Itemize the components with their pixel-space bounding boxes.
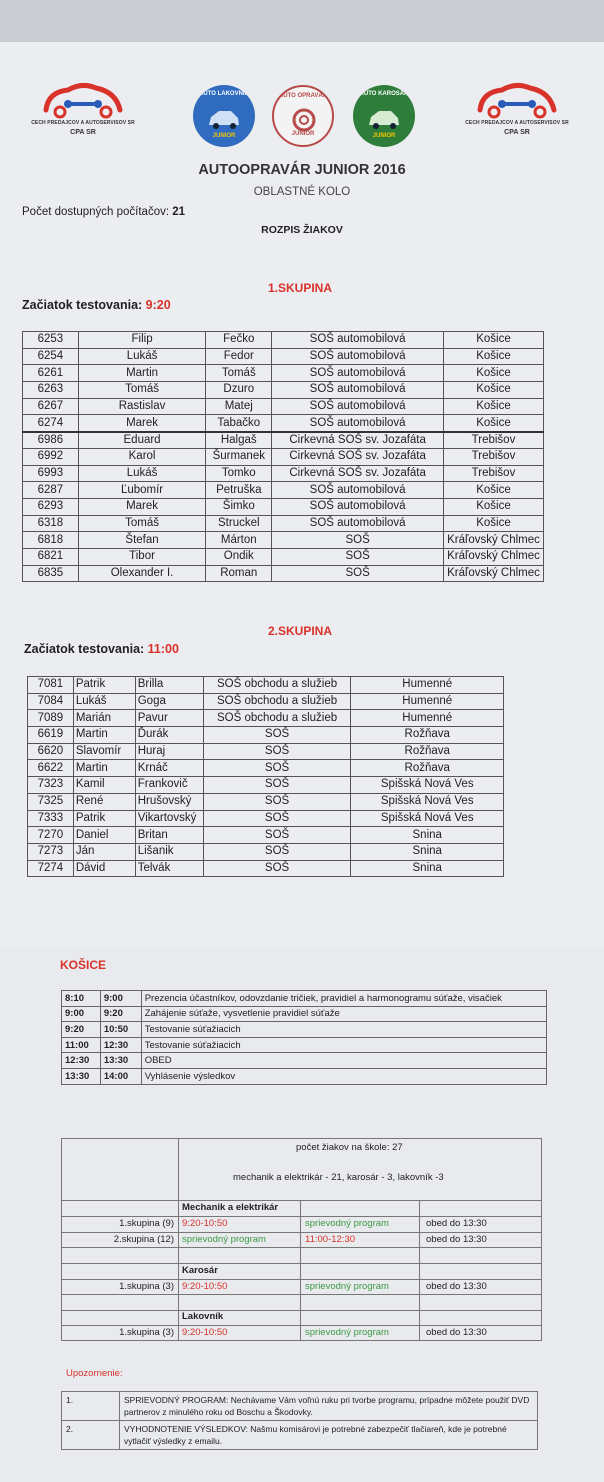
table-cell: 6821: [23, 548, 79, 565]
table-cell: SOŠ: [272, 532, 444, 549]
table-row: [28, 777, 504, 794]
table-cell: Martin: [73, 727, 135, 744]
table-cell: Košice: [443, 332, 543, 349]
table-row: [23, 448, 544, 465]
table-cell: Cirkevná SOŠ sv. Jozafáta: [272, 465, 444, 482]
table-cell: Filip: [78, 332, 206, 349]
table-cell: Kráľovský Chlmec: [443, 548, 543, 565]
table-cell: Zahájenie súťaže, vysvetlenie pravidiel súťaže: [141, 1006, 546, 1022]
table-cell: Frankovič: [135, 777, 203, 794]
table-cell: 6620: [28, 743, 74, 760]
table-row: [62, 1053, 547, 1069]
table-cell: Kráľovský Chlmec: [443, 565, 543, 582]
table-cell: Humenné: [351, 693, 504, 710]
table-cell: Spišská Nová Ves: [351, 793, 504, 810]
table-cell: Tomáš: [206, 365, 272, 382]
table-cell: SOŠ: [272, 548, 444, 565]
table-cell: SOŠ: [203, 760, 351, 777]
table-cell: SOŠ obchodu a služieb: [203, 693, 351, 710]
table-cell: Karol: [78, 448, 206, 465]
table-cell: 12:30: [62, 1053, 101, 1069]
table-cell: Trebišov: [443, 432, 543, 449]
table-cell: SOŠ obchodu a služieb: [203, 677, 351, 694]
group2-start: Začiatok testovania: 11:00: [24, 642, 179, 656]
cpa-logo-right: CECH PREDAJCOV A AUTOSERVISOV SR CPA SR: [462, 80, 572, 136]
table-cell: Rožňava: [351, 743, 504, 760]
table-cell: 9:20: [62, 1022, 101, 1038]
table-row: [62, 1068, 547, 1084]
section-karosar: Karosár: [182, 1265, 218, 1276]
table-row: [28, 710, 504, 727]
table-cell: Patrik: [73, 810, 135, 827]
table-cell: 7081: [28, 677, 74, 694]
table-cell: Daniel: [73, 827, 135, 844]
table-cell: Snina: [351, 843, 504, 860]
table-cell: Košice: [443, 498, 543, 515]
table-cell: Košice: [443, 515, 543, 532]
table-row: [23, 515, 544, 532]
table-cell: SOŠ: [203, 860, 351, 877]
table-cell: SOŠ automobilová: [272, 382, 444, 399]
table-cell: Eduard: [78, 432, 206, 449]
table-row: [28, 677, 504, 694]
table-cell: Snina: [351, 860, 504, 877]
auto-opravar-badge: AUTO OPRAVÁR JUNIOR: [272, 85, 334, 147]
table-cell: 14:00: [100, 1068, 141, 1084]
table-cell: 6992: [23, 448, 79, 465]
table-cell: Prezencia účastníkov, odovzdanie tričiek, pravidiel a harmonogramu súťaže, visačiek: [141, 991, 546, 1007]
cpa-logo-left: CECH PREDAJCOV A AUTOSERVISOV SR CPA SR: [28, 80, 138, 136]
table-row: [62, 1022, 547, 1038]
table-cell: 7323: [28, 777, 74, 794]
car-body-icon: [367, 107, 401, 129]
group1-table: [22, 331, 544, 582]
table-cell: 7270: [28, 827, 74, 844]
group1-title: 1.SKUPINA: [268, 281, 333, 295]
table-cell: Testovanie súťažiacich: [141, 1037, 546, 1053]
table-cell: SOŠ: [203, 827, 351, 844]
table-cell: SOŠ automobilová: [272, 365, 444, 382]
table-cell: SOŠ automobilová: [272, 332, 444, 349]
table-cell: SOŠ automobilová: [272, 348, 444, 365]
auto-karosar-badge: AUTO KAROSÁR JUNIOR: [353, 85, 415, 147]
table-cell: 6293: [23, 498, 79, 515]
table-row: [23, 482, 544, 499]
table-row: [23, 465, 544, 482]
table-cell: Ďurák: [135, 727, 203, 744]
table-cell: Dávid: [73, 860, 135, 877]
table-cell: Lukáš: [78, 348, 206, 365]
table-cell: Huraj: [135, 743, 203, 760]
table-cell: Vyhlásenie výsledkov: [141, 1068, 546, 1084]
table-row: [23, 415, 544, 432]
table-row: [62, 1037, 547, 1053]
table-row: [23, 432, 544, 449]
table-row: [23, 565, 544, 582]
students-breakdown: mechanik a elektrikár - 21, karosár - 3, lakovník -3: [233, 1172, 444, 1183]
table-row: [23, 498, 544, 515]
table-cell: Britan: [135, 827, 203, 844]
table-cell: 9:00: [62, 1006, 101, 1022]
table-cell: Matej: [206, 398, 272, 415]
table-cell: 7333: [28, 810, 74, 827]
table-cell: Lukáš: [78, 465, 206, 482]
table-cell: Testovanie súťažiacich: [141, 1022, 546, 1038]
table-cell: Marek: [78, 415, 206, 432]
table-cell: Kamil: [73, 777, 135, 794]
table-cell: Halgaš: [206, 432, 272, 449]
table-cell: Goga: [135, 693, 203, 710]
table-cell: Šimko: [206, 498, 272, 515]
table-cell: Krnáč: [135, 760, 203, 777]
page-title: AUTOOPRAVÁR JUNIOR 2016: [198, 162, 406, 178]
table-row: [23, 348, 544, 365]
group1-start: Začiatok testovania: 9:20: [22, 298, 171, 312]
table-cell: Rastislav: [78, 398, 206, 415]
table-cell: SOŠ: [203, 727, 351, 744]
kosice-title: KOŠICE: [60, 958, 107, 972]
table-cell: Lukáš: [73, 693, 135, 710]
students-count: počet žiakov na škole: 27: [296, 1142, 403, 1153]
table-cell: SOŠ obchodu a služieb: [203, 710, 351, 727]
table-cell: 7089: [28, 710, 74, 727]
table-row: [28, 743, 504, 760]
table-cell: Košice: [443, 482, 543, 499]
table-cell: 8:10: [62, 991, 101, 1007]
notes-table: [61, 1391, 538, 1450]
table-cell: Košice: [443, 415, 543, 432]
table-cell: 9:00: [100, 991, 141, 1007]
table-cell: Olexander I.: [78, 565, 206, 582]
table-cell: Cirkevná SOŠ sv. Jozafáta: [272, 432, 444, 449]
note-row: 1. SPRIEVODNÝ PROGRAM: Nechávame Vám voľnú ruku pri tvorbe programu, prípadne môžete použiť DVD partnerov z minulého roku od Boschu a Škodovky.: [62, 1392, 538, 1421]
table-cell: OBED: [141, 1053, 546, 1069]
table-row: [28, 693, 504, 710]
table-row: [28, 810, 504, 827]
table-cell: Šurmanek: [206, 448, 272, 465]
table-row: [28, 860, 504, 877]
table-cell: 6287: [23, 482, 79, 499]
table-cell: Petruška: [206, 482, 272, 499]
table-row: [28, 727, 504, 744]
table-cell: 6263: [23, 382, 79, 399]
table-cell: Košice: [443, 382, 543, 399]
table-cell: SOŠ: [272, 565, 444, 582]
table-cell: Martin: [78, 365, 206, 382]
table-cell: Tomko: [206, 465, 272, 482]
table-cell: 13:30: [62, 1068, 101, 1084]
table-cell: Trebišov: [443, 448, 543, 465]
table-cell: 12:30: [100, 1037, 141, 1053]
table-cell: Marek: [78, 498, 206, 515]
table-cell: Tabačko: [206, 415, 272, 432]
table-cell: Rožňava: [351, 727, 504, 744]
notes-title: Upozornenie:: [66, 1368, 123, 1379]
car-wrench-icon: [472, 80, 562, 120]
table-cell: Snina: [351, 827, 504, 844]
summary-table: počet žiakov na škole: 27 mechanik a elektrikár - 21, karosár - 3, lakovník -3 Mechanik a elektrikár 1.skupina (9) 9:20-10:50 sprievodný program obed do 13:30 2.skupina (12) sprievodný program 11:00-12:30 obed do 13:30 Karosár 1.skupina (3) 9:20-10:50 sprievodný program obed do 13:30 Lakovník 1.skupina (3) 9:20-10:50 sprievodný program obed do 13:30: [61, 1138, 542, 1341]
table-cell: Kráľovský Chlmec: [443, 532, 543, 549]
table-cell: 11:00: [62, 1037, 101, 1053]
table-row: [23, 548, 544, 565]
table-cell: Pavur: [135, 710, 203, 727]
table-cell: Ondik: [206, 548, 272, 565]
table-cell: 6253: [23, 332, 79, 349]
table-cell: Struckel: [206, 515, 272, 532]
table-cell: Košice: [443, 365, 543, 382]
car-icon: [207, 107, 241, 129]
table-cell: Trebišov: [443, 465, 543, 482]
table-cell: Tomáš: [78, 515, 206, 532]
table-cell: SOŠ: [203, 743, 351, 760]
table-cell: 6622: [28, 760, 74, 777]
table-cell: Roman: [206, 565, 272, 582]
note-row: 2. VYHODNOTENIE VÝSLEDKOV: Našmu komisárovi je potrebné zabezpečiť tlačiareň, kde je potrebné vytlačiť výsledky z emailu.: [62, 1421, 538, 1450]
table-row: [28, 843, 504, 860]
table-cell: Patrik: [73, 677, 135, 694]
table-cell: Lišanik: [135, 843, 203, 860]
table-cell: 6619: [28, 727, 74, 744]
kosice-timetable: [61, 990, 547, 1085]
wheel-icon: [286, 107, 322, 133]
table-row: [62, 1006, 547, 1022]
table-row: [28, 793, 504, 810]
auto-lakovnik-badge: AUTO LAKOVNÍK JUNIOR: [193, 85, 255, 147]
table-row: [23, 532, 544, 549]
table-cell: René: [73, 793, 135, 810]
table-cell: 13:30: [100, 1053, 141, 1069]
table-cell: 6254: [23, 348, 79, 365]
table-cell: Humenné: [351, 677, 504, 694]
group2-table: [27, 676, 504, 877]
table-cell: SOŠ automobilová: [272, 498, 444, 515]
schedule-heading: ROZPIS ŽIAKOV: [261, 224, 343, 236]
page-subtitle: OBLASTNÉ KOLO: [253, 186, 351, 198]
table-cell: Fečko: [206, 332, 272, 349]
table-cell: 9:20: [100, 1006, 141, 1022]
table-cell: Brilla: [135, 677, 203, 694]
table-cell: Ľubomír: [78, 482, 206, 499]
table-cell: Martin: [73, 760, 135, 777]
section-lakovnik: Lakovník: [182, 1311, 224, 1322]
table-cell: 6261: [23, 365, 79, 382]
table-cell: Košice: [443, 398, 543, 415]
section-mechanik: Mechanik a elektrikár: [182, 1202, 279, 1213]
table-cell: Rožňava: [351, 760, 504, 777]
table-row: [62, 991, 547, 1007]
table-cell: 7325: [28, 793, 74, 810]
table-cell: Spišská Nová Ves: [351, 777, 504, 794]
table-cell: SOŠ: [203, 793, 351, 810]
table-cell: Márton: [206, 532, 272, 549]
table-cell: Marián: [73, 710, 135, 727]
table-row: [28, 760, 504, 777]
table-cell: 6818: [23, 532, 79, 549]
table-cell: Fedor: [206, 348, 272, 365]
table-cell: SOŠ automobilová: [272, 415, 444, 432]
table-cell: SOŠ automobilová: [272, 515, 444, 532]
group2-title: 2.SKUPINA: [268, 624, 333, 638]
table-cell: 7084: [28, 693, 74, 710]
table-cell: Dzuro: [206, 382, 272, 399]
table-cell: 6986: [23, 432, 79, 449]
table-cell: 6318: [23, 515, 79, 532]
table-cell: SOŠ: [203, 777, 351, 794]
table-cell: Spišská Nová Ves: [351, 810, 504, 827]
table-cell: 7274: [28, 860, 74, 877]
table-row: [23, 332, 544, 349]
table-cell: 7273: [28, 843, 74, 860]
table-cell: Slavomír: [73, 743, 135, 760]
table-cell: Hrušovský: [135, 793, 203, 810]
table-cell: SOŠ automobilová: [272, 482, 444, 499]
table-cell: Košice: [443, 348, 543, 365]
computers-count: Počet dostupných počítačov: 21: [22, 206, 186, 218]
table-cell: Štefan: [78, 532, 206, 549]
table-cell: 6993: [23, 465, 79, 482]
table-cell: SOŠ: [203, 843, 351, 860]
table-row: [23, 382, 544, 399]
table-row: [28, 827, 504, 844]
table-cell: Cirkevná SOŠ sv. Jozafáta: [272, 448, 444, 465]
table-cell: Telvák: [135, 860, 203, 877]
table-cell: Tibor: [78, 548, 206, 565]
table-cell: 6274: [23, 415, 79, 432]
table-cell: 10:50: [100, 1022, 141, 1038]
table-cell: SOŠ automobilová: [272, 398, 444, 415]
table-cell: SOŠ: [203, 810, 351, 827]
table-cell: 6267: [23, 398, 79, 415]
table-cell: Vikartovský: [135, 810, 203, 827]
table-cell: Ján: [73, 843, 135, 860]
table-row: [23, 398, 544, 415]
table-cell: Tomáš: [78, 382, 206, 399]
table-cell: Humenné: [351, 710, 504, 727]
car-wrench-icon: [38, 80, 128, 120]
table-cell: 6835: [23, 565, 79, 582]
table-row: [23, 365, 544, 382]
